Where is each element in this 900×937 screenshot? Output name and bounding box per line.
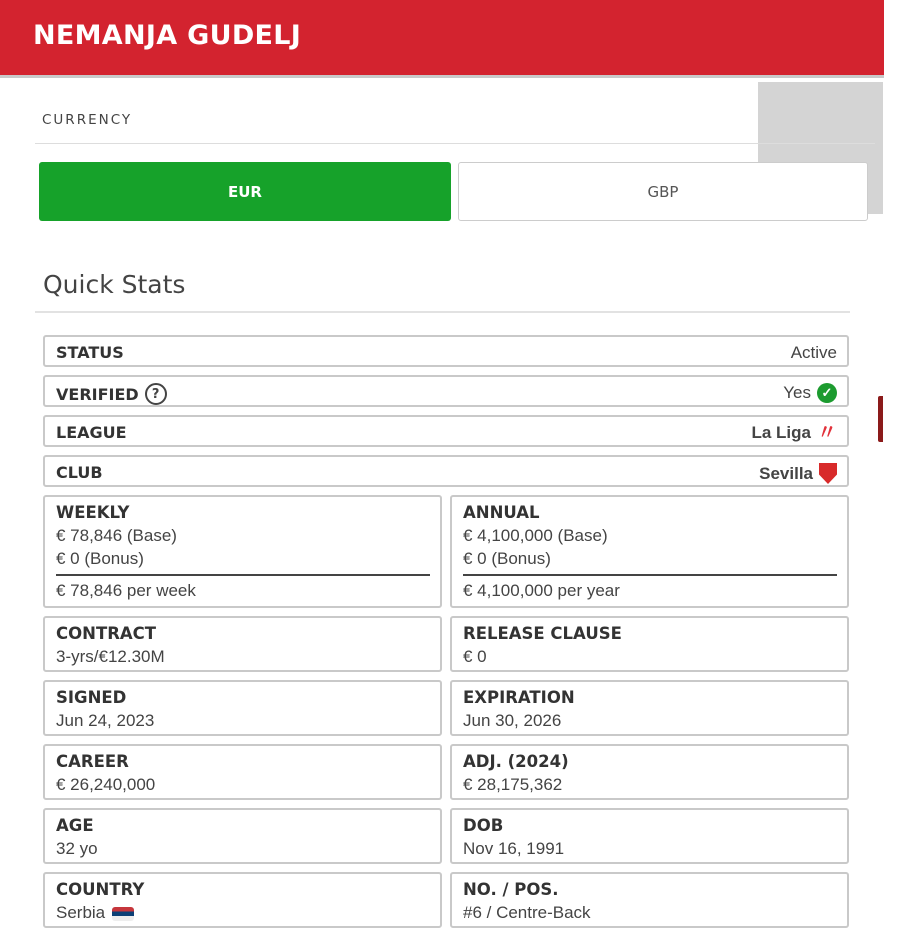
- sevilla-crest-icon: [819, 463, 837, 484]
- weekly-label: WEEKLY: [56, 503, 130, 522]
- annual-bonus: € 0 (Bonus): [463, 549, 551, 568]
- contract-card: [43, 616, 442, 672]
- page-header: [0, 0, 884, 78]
- status-value: Active: [790, 343, 837, 362]
- club-row: [43, 455, 849, 487]
- club-label: CLUB: [56, 463, 103, 482]
- signed-card: [43, 680, 442, 736]
- annual-label: ANNUAL: [463, 503, 540, 522]
- currency-divider: [35, 143, 875, 144]
- player-name: NEMANJA GUDELJ: [33, 20, 302, 51]
- status-row: [43, 335, 849, 367]
- weekly-card: [43, 495, 442, 608]
- dob-card: [450, 808, 849, 864]
- country-card: [43, 872, 442, 928]
- country-label: COUNTRY: [56, 880, 145, 899]
- currency-label: CURRENCY: [42, 112, 133, 128]
- league-row: [43, 415, 849, 447]
- club-value[interactable]: Sevilla: [759, 463, 837, 484]
- annual-card: [450, 495, 849, 608]
- currency-gbp-button[interactable]: GBP: [458, 162, 868, 221]
- side-tab-marker: [878, 396, 883, 442]
- status-label: STATUS: [56, 343, 124, 362]
- expiration-value: Jun 30, 2026: [463, 711, 562, 730]
- signed-label: SIGNED: [56, 688, 127, 707]
- dob-value: Nov 16, 1991: [463, 839, 565, 858]
- adjusted-card: [450, 744, 849, 800]
- check-circle-icon: ✓: [817, 383, 837, 403]
- league-label: LEAGUE: [56, 423, 127, 442]
- career-card: [43, 744, 442, 800]
- la-liga-icon: 〃: [817, 422, 837, 444]
- age-value: 32 yo: [56, 839, 98, 858]
- expiration-label: EXPIRATION: [463, 688, 575, 707]
- weekly-total: € 78,846 per week: [56, 581, 196, 600]
- verified-value: Yes ✓: [783, 383, 837, 403]
- expiration-card: [450, 680, 849, 736]
- release-clause-card: [450, 616, 849, 672]
- career-value: € 26,240,000: [56, 775, 156, 794]
- league-value[interactable]: La Liga 〃: [751, 422, 837, 444]
- number-position-card: [450, 872, 849, 928]
- career-label: CAREER: [56, 752, 129, 771]
- verified-label: VERIFIED ?: [56, 383, 167, 405]
- dob-label: DOB: [463, 816, 504, 835]
- currency-eur-button[interactable]: EUR: [39, 162, 451, 221]
- country-value[interactable]: Serbia: [56, 903, 134, 923]
- number-position-label: NO. / POS.: [463, 880, 559, 899]
- adjusted-label: ADJ. (2024): [463, 752, 569, 771]
- verified-row: [43, 375, 849, 407]
- adjusted-value: € 28,175,362: [463, 775, 563, 794]
- age-label: AGE: [56, 816, 94, 835]
- quick-stats-title: Quick Stats: [43, 270, 186, 299]
- weekly-separator: [56, 574, 430, 576]
- weekly-base: € 78,846 (Base): [56, 526, 177, 545]
- number-position-value: #6 / Centre-Back: [463, 903, 591, 922]
- question-circle-icon[interactable]: ?: [145, 383, 167, 405]
- signed-value: Jun 24, 2023: [56, 711, 155, 730]
- serbia-flag-icon: [112, 907, 134, 921]
- contract-label: CONTRACT: [56, 624, 157, 643]
- age-card: [43, 808, 442, 864]
- quick-stats-divider: [35, 311, 850, 313]
- annual-separator: [463, 574, 837, 576]
- annual-total: € 4,100,000 per year: [463, 581, 620, 600]
- weekly-bonus: € 0 (Bonus): [56, 549, 144, 568]
- contract-value: 3-yrs/€12.30M: [56, 647, 165, 666]
- release-clause-value: € 0: [463, 647, 487, 666]
- annual-base: € 4,100,000 (Base): [463, 526, 608, 545]
- release-clause-label: RELEASE CLAUSE: [463, 624, 622, 643]
